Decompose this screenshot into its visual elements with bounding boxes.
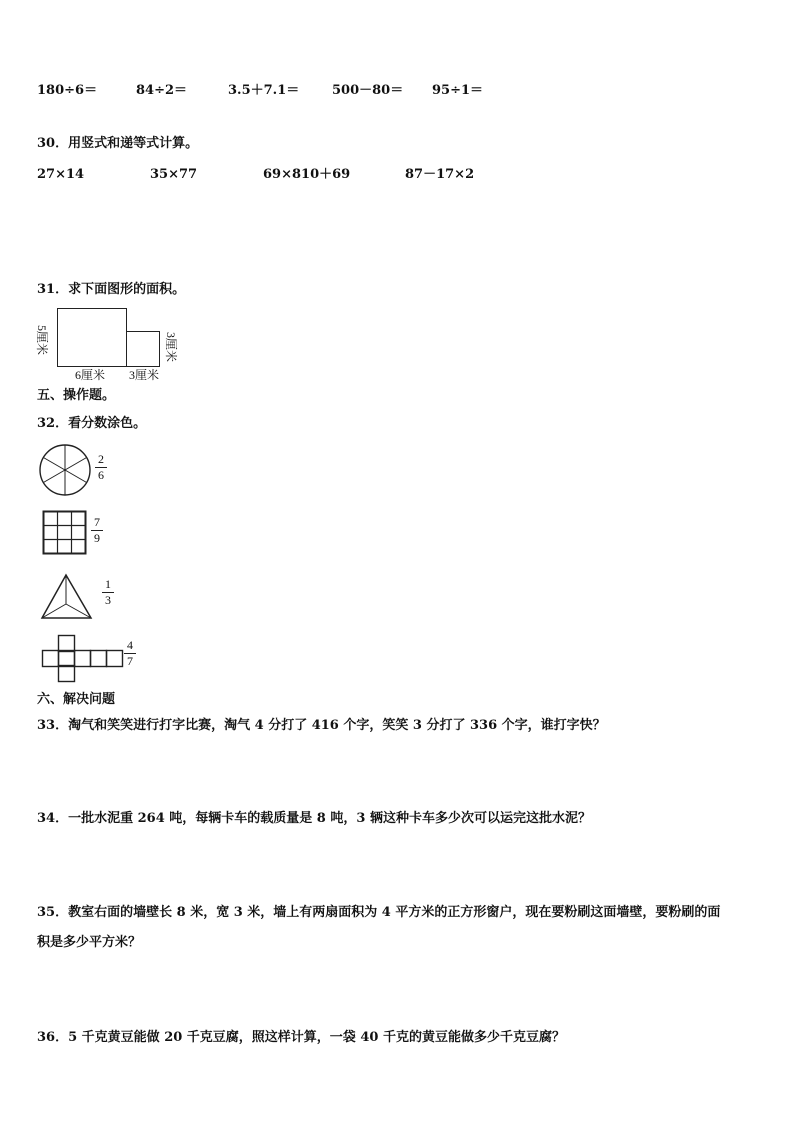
question-31-title: 31．求下面图形的面积。 xyxy=(37,282,186,297)
calc-item-2: 84÷2＝ xyxy=(136,83,188,98)
q30-item-2: 35×77 xyxy=(150,167,198,182)
circle-sixths-figure xyxy=(38,443,94,499)
numerator: 7 xyxy=(94,515,100,529)
large-rectangle xyxy=(58,309,127,367)
numerator: 2 xyxy=(98,452,104,466)
triangle-thirds-figure xyxy=(40,572,100,622)
question-30-title: 30．用竖式和递等式计算。 xyxy=(37,136,199,151)
calc-item-3: 3.5＋7.1＝ xyxy=(228,83,300,98)
q30-item-4: 87－17×2 xyxy=(405,167,475,182)
label-height-5cm: 5厘米 xyxy=(35,324,50,356)
denominator: 9 xyxy=(94,531,100,545)
section-6-heading: 六、解决问题 xyxy=(37,692,116,707)
calc-item-4: 500－80＝ xyxy=(332,83,404,98)
fraction-4-7 xyxy=(122,638,138,669)
grid-ninths-figure xyxy=(42,510,90,558)
cube-net-figure xyxy=(40,634,130,682)
question-36: 36．5 千克黄豆能做 20 千克豆腐，照这样计算，一袋 40 千克的黄豆能做多少千克豆腐？ xyxy=(37,1030,565,1045)
numerator: 1 xyxy=(105,577,111,591)
denominator: 3 xyxy=(105,593,111,607)
question-32-title: 32．看分数涂色。 xyxy=(37,416,147,431)
q30-item-1: 27×14 xyxy=(37,167,85,182)
small-square xyxy=(127,332,160,367)
question-33: 33．淘气和笑笑进行打字比赛，淘气 4 分打了 416 个字，笑笑 3 分打了 336 个字，谁打字快？ xyxy=(37,718,606,733)
calc-item-5: 95÷1＝ xyxy=(432,83,484,98)
question-35-line-2: 积是多少平方米？ xyxy=(37,935,142,950)
numerator: 4 xyxy=(127,638,133,652)
q30-item-3: 69×810＋69 xyxy=(263,167,351,182)
fraction-2-6 xyxy=(93,452,109,483)
label-height-3cm: 3厘米 xyxy=(164,331,179,363)
fraction-7-9 xyxy=(89,515,105,546)
question-34: 34．一批水泥重 264 吨，每辆卡车的载质量是 8 吨，3 辆这种卡车多少次可以运完这批水泥？ xyxy=(37,811,591,826)
denominator: 6 xyxy=(98,468,104,482)
label-width-6cm: 6厘米 xyxy=(75,368,106,382)
section-5-heading: 五、操作题。 xyxy=(37,388,116,403)
denominator: 7 xyxy=(127,654,133,668)
calc-item-1: 180÷6＝ xyxy=(37,83,98,98)
question-35-line-1: 35．教室右面的墙壁长 8 米，宽 3 米，墙上有两扇面积为 4 平方米的正方形窗户，现在要粉刷这面墙壁，要粉刷的面 xyxy=(37,905,721,920)
label-width-3cm: 3厘米 xyxy=(129,368,160,382)
fraction-1-3 xyxy=(100,577,116,608)
